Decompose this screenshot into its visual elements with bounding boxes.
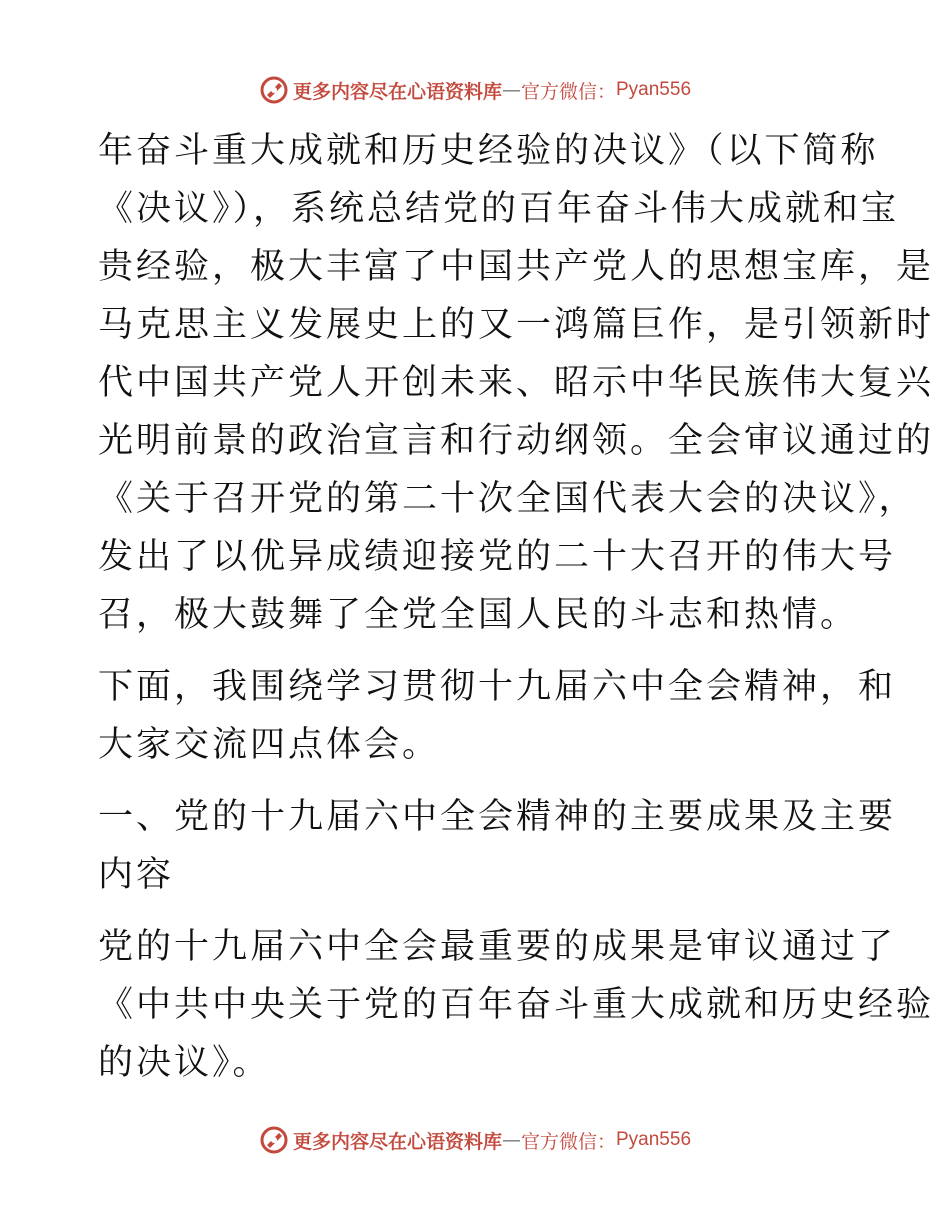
paragraph-intro-experiences [98,658,897,774]
text-line: 贵经验，极大丰富了中国共产党人的思想宝库，是 [98,247,935,287]
banner-wechat-label: 官方微信： [520,1130,616,1153]
text-line: 年奋斗重大成就和历史经验的决议》（以下简称 [98,131,879,171]
section-heading-one [98,788,897,904]
text-line: 《中共中央关于党的百年奋斗重大成就和历史经验 [98,985,935,1025]
text-line: 代中国共产党人开创未来、昭示中华民族伟大复兴 [98,363,935,403]
text-line: 光明前景的政治宣言和行动纲领。全会审议通过的 [98,421,935,461]
text-line: 召，极大鼓舞了全党全国人民的斗志和热情。 [98,595,859,635]
footer-watermark-banner [0,1120,950,1160]
paragraph-main-outcome [98,918,935,1092]
brand-logo-icon [259,75,289,105]
banner-wechat-label: 官方微信： [520,80,616,103]
text-line: 一、党的十九届六中全会精神的主要成果及主要 [98,797,897,837]
text-line: 马克思主义发展史上的又一鸿篇巨作，是引领新时 [98,305,935,345]
brand-logo-icon [259,1125,289,1155]
paragraph-resolution-summary [98,122,935,644]
text-line: 下面，我围绕学习贯彻十九届六中全会精神，和 [98,667,897,707]
banner-brand-text: 更多内容尽在心语资料库 [292,80,502,103]
header-watermark-banner [0,70,950,110]
text-line: 内容 [98,855,175,895]
text-line: 大家交流四点体会。 [98,725,441,765]
document-body [98,122,935,1092]
banner-brand-text: 更多内容尽在心语资料库 [292,1130,502,1153]
banner-wechat-id: Pyan556 [616,79,692,100]
text-line: 党的十九届六中全会最重要的成果是审议通过了 [98,927,897,967]
text-line: 《决议》），系统总结党的百年奋斗伟大成就和宝 [98,189,900,229]
banner-wechat-id: Pyan556 [616,1129,692,1150]
text-line: 的决议》。 [98,1043,271,1083]
banner-dash: — [501,1129,521,1151]
text-line: 《关于召开党的第二十次全国代表大会的决议》， [98,479,917,519]
banner-dash: — [501,79,521,101]
text-line: 发出了以优异成绩迎接党的二十大召开的伟大号 [98,537,897,577]
